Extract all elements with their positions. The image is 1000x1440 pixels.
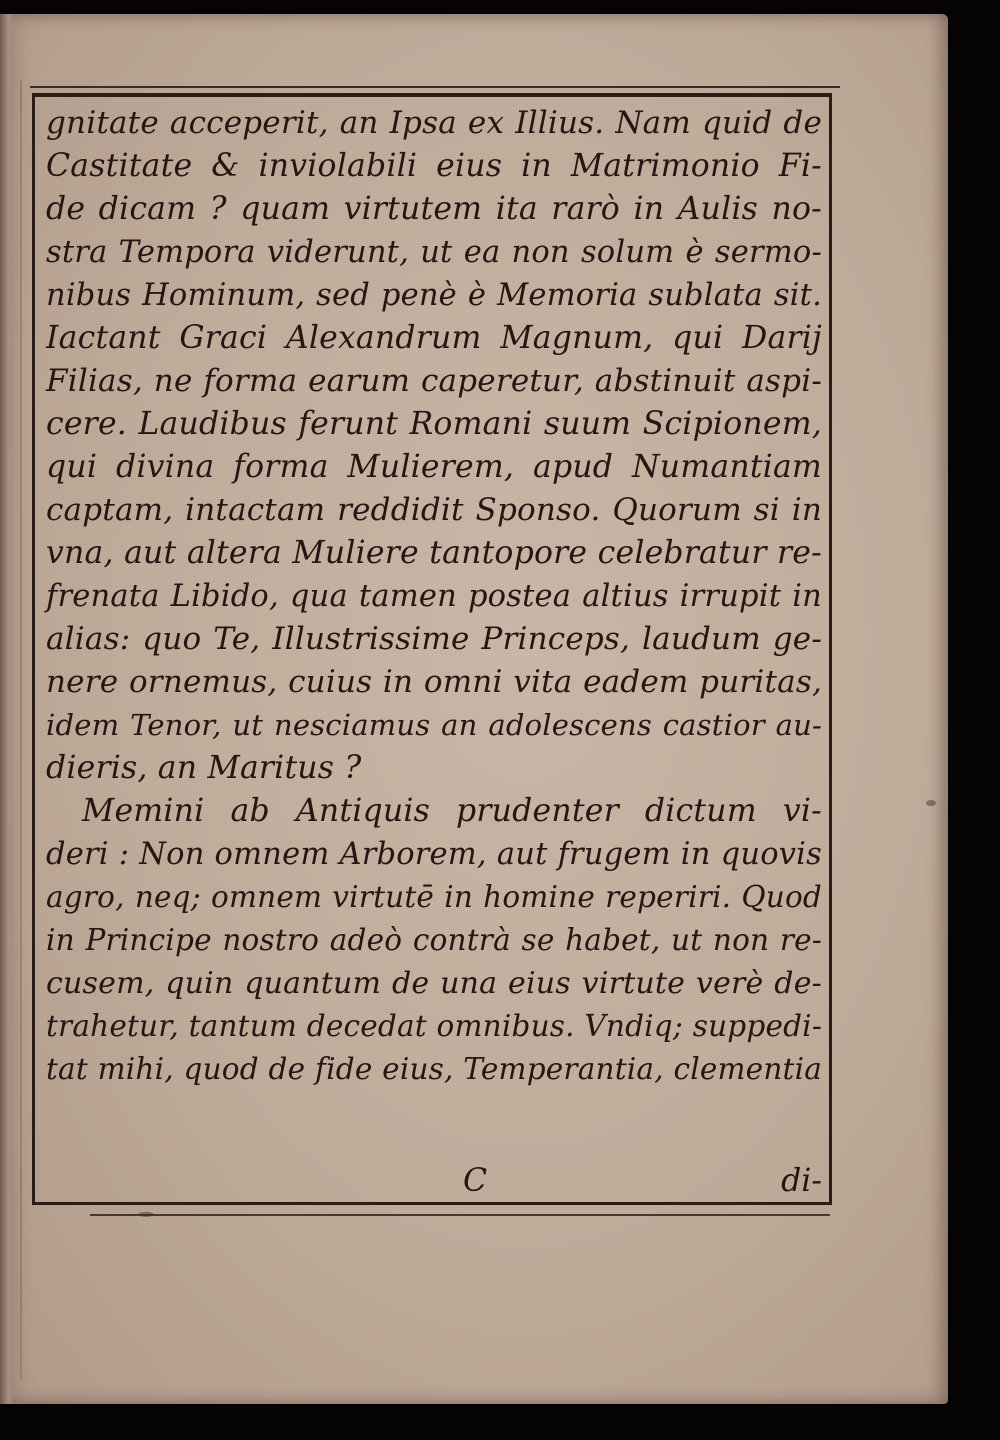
text-line: Memini ab Antiquis prudenter dictum vi- (82, 793, 822, 829)
text-line: Castitate & inviolabili eius in Matrimonio Fi- (46, 148, 822, 184)
paper-speck (926, 800, 936, 806)
text-line: idem Tenor, ut nesciamus an adolescens castior au- (46, 708, 822, 742)
text-line: captam, intactam reddidit Sponso. Quorum si in (46, 492, 822, 528)
text-line: qui divina forma Mulierem, apud Numantiam (46, 449, 822, 485)
signature-mark: C (463, 1163, 488, 1199)
page-footer (46, 1163, 822, 1205)
body-text (46, 102, 822, 1091)
text-line: in Principe nostro adeò contrà se habet, ut non re- (46, 923, 822, 957)
top-rule (30, 86, 840, 88)
text-line: Filias, ne forma earum caperetur, abstinuit aspi- (46, 363, 822, 399)
text-line: agro, neq; omnem virtutē in homine reperiri. Quod (46, 880, 822, 914)
catchword: di- (781, 1163, 822, 1199)
text-line: stra Tempora viderunt, ut ea non solum è sermo- (46, 235, 822, 270)
text-line: frenata Libido, qua tamen postea altius irrupit in (46, 579, 822, 614)
text-line: tat mihi, quod de fide eius, Temperantia, clementia (46, 1052, 822, 1086)
text-line: de dicam ? quam virtutem ita rarò in Aulis no- (46, 191, 822, 227)
text-line: alias: quo Te, Illustrissime Princeps, laudum ge- (46, 621, 822, 657)
text-line: cusem, quin quantum de una eius virtute verè de- (46, 966, 822, 1001)
text-line: dieris, an Maritus ? (46, 750, 362, 786)
paper-left-edge (0, 14, 14, 1404)
text-line: vna, aut altera Muliere tantopore celebratur re- (46, 535, 822, 571)
bottom-rule (90, 1214, 830, 1216)
text-line: trahetur, tantum decedat omnibus. Vndiq; suppedi- (46, 1009, 822, 1043)
text-line: deri : Non omnem Arborem, aut frugem in quovis (46, 837, 822, 872)
text-line: gnitate acceperit, an Ipsa ex Illius. Nam quid de (46, 105, 822, 141)
text-line: Iactant Graci Alexandrum Magnum, qui Darij (46, 320, 822, 356)
text-line: cere. Laudibus ferunt Romani suum Scipionem, (46, 406, 822, 442)
text-line: nere ornemus, cuius in omni vita eadem puritas, (46, 664, 822, 700)
paper-speck (138, 1212, 154, 1217)
text-line: nibus Hominum, sed penè è Memoria sublata sit. (46, 278, 822, 313)
paper-crease (20, 80, 22, 1380)
